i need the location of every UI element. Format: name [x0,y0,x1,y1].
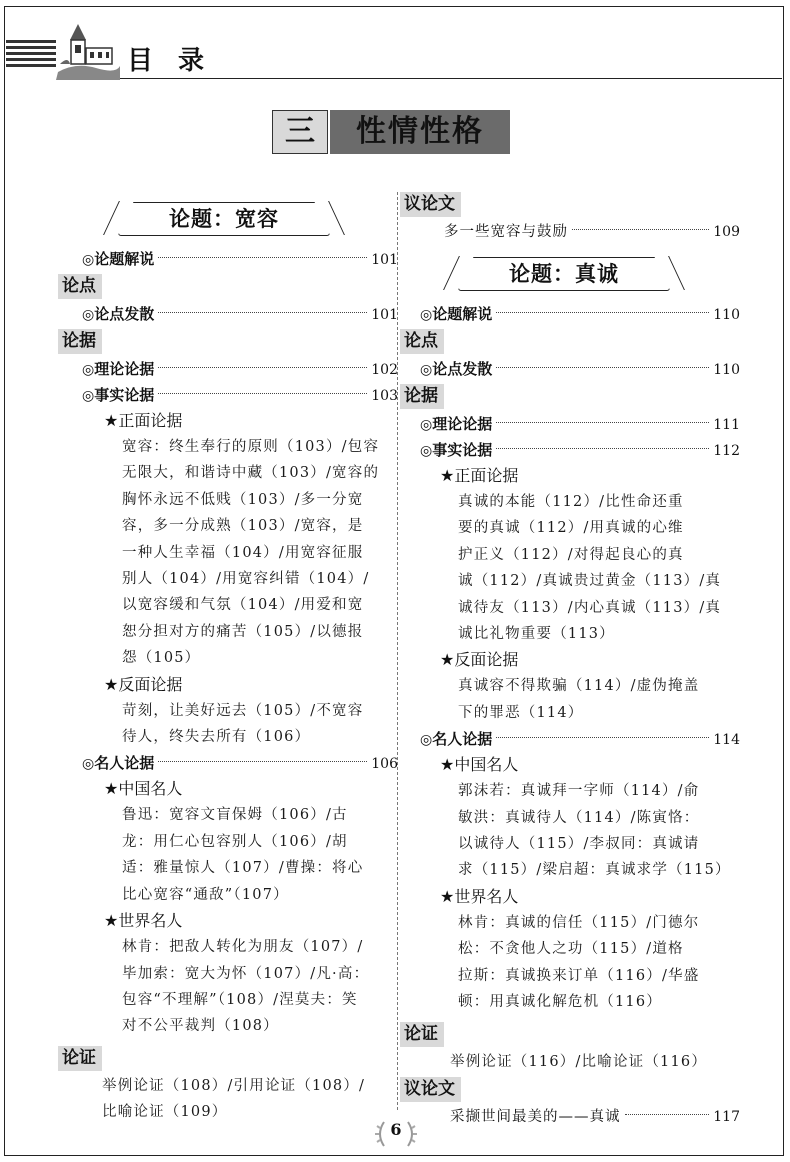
toc-entry[interactable]: 采撷世间最美的——真诚 117 [450,1108,740,1125]
building-icon [56,18,120,80]
section-label: 论证 [400,1022,444,1047]
text-line: 无限大，和谐诗中藏（103）/宽容的 [122,465,380,482]
text-line: 适：雅量惊人（107）/曹操：将心 [122,860,364,877]
subheading: ★反面论据 [440,650,519,670]
text-line: 怨（105） [122,650,201,667]
subheading: ★反面论据 [104,674,183,694]
text-line: 苛刻，让美好远去（105）/不宽容 [122,702,364,719]
subheading: ★中国名人 [104,779,183,799]
section-label: 论证 [58,1046,102,1071]
entry-list [400,489,740,647]
chapter-banner [272,110,510,154]
text-line: 待人，终失去所有（106） [122,729,311,746]
text-line: 林肯：把敌人转化为朋友（107）/ [122,939,364,956]
left-column [58,190,398,1126]
toc-entry[interactable]: ◎ 论点发散 110 [420,360,740,378]
text-line: 举例论证（108）/引用论证（108）/ [102,1077,366,1094]
header-rule [120,78,782,79]
toc-entry[interactable]: ◎ 理论论据 111 [420,415,740,433]
text-line: 比心宽容“通敌”（107） [122,886,289,903]
text-line: 敏洪：真诚待人（114）/陈寅恪： [458,809,700,826]
toc-entry[interactable]: 多一些宽容与鼓励 109 [444,224,740,240]
text-line: 以诚待人（115）/李叔同：真诚请 [458,836,700,853]
text-line: 诚待友（113）/内心真诚（113）/真 [458,599,722,616]
text-line: 别人（104）/用宽容纠错（104）/ [122,571,370,588]
chapter-number: 三 [272,110,328,154]
section-label: 议论文 [400,192,461,217]
entry-list [58,802,398,908]
right-column [400,190,740,1130]
text-line: 一种人生幸福（104）/用宽容征服 [122,544,364,561]
text-line: 鲁迅：宽容文盲保姆（106）/古 [122,807,348,824]
toc-entry[interactable]: ◎ 事实论据 103 [82,386,398,404]
section-label: 论据 [400,384,444,409]
text-line: 恕分担对方的痛苦（105）/以德报 [122,623,364,640]
topic-heading: 论题：宽容 [118,202,330,236]
text-line: 真诚的本能（112）/比性命还重 [458,494,684,510]
text-line: 求（115）/梁启超：真诚求学（115） [458,862,731,879]
text-line: 包容“不理解”（108）/涅莫夫：笑 [122,991,358,1008]
text-line: 比喻论证（109） [102,1104,228,1121]
text-line: 举例论证（116）/比喻论证（116） [450,1053,708,1070]
toc-entry[interactable]: ◎ 名人论据 106 [82,754,398,773]
entry-list [58,698,398,751]
text-line: 龙：用仁心包容别人（106）/胡 [122,833,348,850]
entry-list [400,1049,740,1075]
page-number: 6 [374,1116,418,1152]
text-line: 郭沫若：真诚拜一字师（114）/俞 [458,783,700,800]
subheading: ★世界名人 [104,911,183,931]
text-line: 要的真诚（112）/用真诚的心维 [458,520,684,537]
header-title: 目 录 [127,46,213,76]
toc-entry[interactable]: ◎ 论点发散 101 [82,305,398,323]
section-label: 论据 [58,329,102,354]
text-line: 胸怀永远不低贱（103）/多一分宽 [122,491,364,508]
entry-list [58,934,398,1040]
entry-list [58,434,398,672]
text-line: 诚比礼物重要（113） [458,626,615,643]
text-line: 拉斯：真诚换来订单（116）/华盛 [458,967,700,984]
entry-list [400,673,740,726]
subheading: ★正面论据 [440,466,519,485]
section-label: 议论文 [400,1077,461,1102]
text-line: 宽容：终生奉行的原则（103）/包容 [122,439,380,455]
text-line: 下的罪恶（114） [458,704,584,721]
toc-entry[interactable]: ◎ 名人论据 114 [420,730,740,749]
section-label: 论点 [58,274,102,299]
topic-heading: 论题：真诚 [458,257,670,291]
toc-entry[interactable]: ◎ 论题解说 110 [420,305,740,323]
text-line: 护正义（112）/对得起良心的真 [458,546,684,563]
text-line: 松：不贪他人之功（115）/道格 [458,941,684,958]
text-line: 以宽容缓和气氛（104）/用爱和宽 [122,597,364,614]
entry-list [400,910,740,1016]
text-line: 毕加索：宽大为怀（107）/凡·高： [122,965,370,982]
section-label: 论点 [400,329,444,354]
subheading: ★中国名人 [440,755,519,775]
chapter-title: 性情性格 [330,110,510,154]
toc-entry[interactable]: ◎ 理论论据 102 [82,360,398,378]
text-line: 真诚容不得欺骗（114）/虚伪掩盖 [458,678,700,695]
toc-entry[interactable]: ◎ 论题解说 101 [82,250,398,268]
text-line: 顿：用真诚化解危机（116） [458,994,662,1011]
entry-list [400,778,740,884]
subheading: ★正面论据 [104,411,183,430]
text-line: 容，多一分成熟（103）/宽容，是 [122,518,364,535]
text-line: 林肯：真诚的信任（115）/门德尔 [458,914,700,931]
toc-entry[interactable]: ◎ 事实论据 112 [420,441,740,459]
text-line: 诚（112）/真诚贵过黄金（113）/真 [458,573,722,590]
entry-list [58,1073,398,1126]
text-line: 对不公平裁判（108） [122,1018,279,1035]
subheading: ★世界名人 [440,886,519,906]
